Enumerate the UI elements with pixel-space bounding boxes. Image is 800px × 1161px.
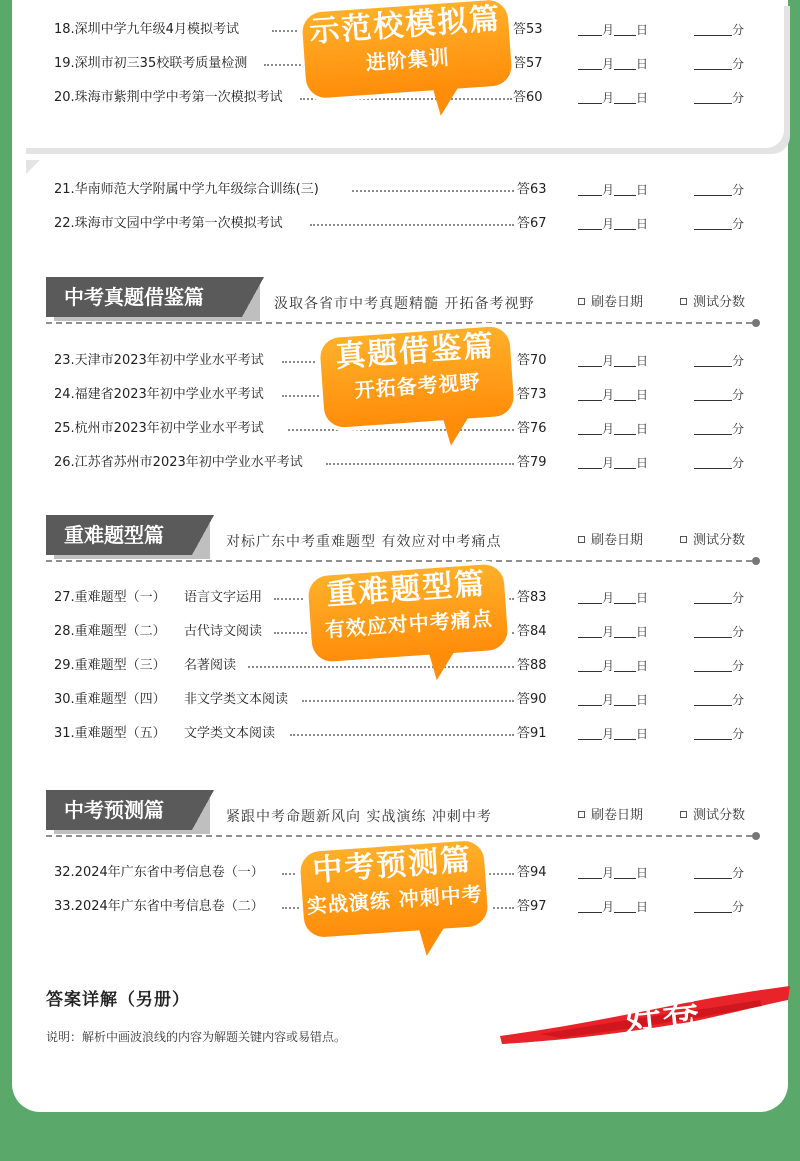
corner-fold xyxy=(26,160,40,174)
item-title: 19.深圳市初三35校联考质量检测 xyxy=(54,56,248,71)
score-blank: 分 xyxy=(694,896,744,918)
leader-dots xyxy=(326,463,514,465)
score-blank: 分 xyxy=(694,689,744,711)
item-title: 33.2024年广东省中考信息卷（二） xyxy=(54,899,264,914)
callout-subtitle: 有效应对中考痛点 xyxy=(324,606,494,642)
score-blank: 分 xyxy=(694,621,744,643)
callout-title: 示范校模拟篇 xyxy=(308,1,503,50)
dashed-rule xyxy=(46,322,752,324)
answers-title: 答案详解（另册） xyxy=(46,990,190,1010)
callout-title: 重难题型篇 xyxy=(325,566,488,613)
item-title: 26.江苏省苏州市2023年初中学业水平考试 xyxy=(54,455,303,470)
section-tag: 重难题型篇 xyxy=(46,515,192,555)
list-item xyxy=(0,179,800,201)
leader-dots xyxy=(302,700,514,702)
leader-dots xyxy=(288,429,514,431)
leader-dots xyxy=(290,734,514,736)
callout-tail xyxy=(419,927,447,957)
item-title: 24.福建省2023年初中学业水平考试 xyxy=(54,387,264,402)
answer-page: 答97 xyxy=(517,899,547,914)
answer-page: 答67 xyxy=(517,216,547,231)
date-blank: 月 日 xyxy=(578,350,648,372)
rule-dot xyxy=(752,832,760,840)
score-blank: 分 xyxy=(694,87,744,109)
answer-page: 答79 xyxy=(517,455,547,470)
item-title: 27.重难题型（一） xyxy=(54,590,166,605)
score-blank: 分 xyxy=(694,452,744,474)
answer-page: 答84 xyxy=(517,624,547,639)
item-title: 18.深圳中学九年级4月模拟考试 xyxy=(54,22,239,37)
item-title: 21.华南师范大学附属中学九年级综合训练(三) xyxy=(54,182,319,197)
date-blank: 月 日 xyxy=(578,587,648,609)
date-blank: 月 日 xyxy=(578,655,648,677)
callout-subtitle: 实战演练 冲刺中考 xyxy=(306,881,484,919)
score-icon xyxy=(680,536,687,543)
calendar-icon xyxy=(578,536,585,543)
callout-bubble xyxy=(319,325,515,428)
score-blank: 分 xyxy=(694,655,744,677)
answer-page: 答88 xyxy=(517,658,547,673)
rule-dot xyxy=(752,557,760,565)
item-subtitle: 非文学类文本阅读 xyxy=(184,692,289,707)
item-subtitle: 名著阅读 xyxy=(184,658,237,673)
date-blank: 月 日 xyxy=(578,53,648,75)
list-item xyxy=(0,213,800,235)
item-title: 23.天津市2023年初中学业水平考试 xyxy=(54,353,264,368)
answer-page: 答76 xyxy=(517,421,547,436)
callout-subtitle: 开拓备考视野 xyxy=(353,369,482,403)
item-title: 30.重难题型（四） xyxy=(54,692,166,707)
date-blank: 月 日 xyxy=(578,87,648,109)
item-title: 32.2024年广东省中考信息卷（一） xyxy=(54,865,264,880)
callout-tail xyxy=(433,86,461,116)
date-blank: 月 日 xyxy=(578,621,648,643)
answer-page: 答73 xyxy=(517,387,547,402)
callout-bubble xyxy=(301,0,512,99)
date-blank: 月 日 xyxy=(578,179,648,201)
date-blank: 月 日 xyxy=(578,384,648,406)
leader-dots xyxy=(352,190,514,192)
list-item xyxy=(0,452,800,474)
score-blank: 分 xyxy=(694,350,744,372)
callout-tail xyxy=(443,416,471,446)
date-blank: 月 日 xyxy=(578,723,648,745)
leader-dots xyxy=(300,98,512,100)
section-slogan: 紧跟中考命题新风向 实战演练 冲刺中考 xyxy=(226,809,492,825)
date-blank: 月 日 xyxy=(578,862,648,884)
score-blank: 分 xyxy=(694,587,744,609)
leader-dots xyxy=(248,666,514,668)
section-tag: 中考真题借鉴篇 xyxy=(46,277,242,317)
item-subtitle: 语言文字运用 xyxy=(184,590,263,605)
score-blank: 分 xyxy=(694,19,744,41)
dashed-rule xyxy=(46,560,752,562)
calendar-icon xyxy=(578,811,585,818)
list-item xyxy=(0,655,800,677)
section-header xyxy=(46,277,760,329)
answer-page: 答83 xyxy=(517,590,547,605)
list-item xyxy=(0,723,800,745)
date-header: 刷卷日期 xyxy=(578,804,643,823)
item-title: 28.重难题型（二） xyxy=(54,624,166,639)
callout-title: 真题借鉴篇 xyxy=(334,328,497,375)
date-blank: 月 日 xyxy=(578,452,648,474)
date-blank: 月 日 xyxy=(578,896,648,918)
date-header: 刷卷日期 xyxy=(578,529,643,548)
callout-bubble xyxy=(299,840,489,939)
item-title: 22.珠海市文园中学中考第一次模拟考试 xyxy=(54,216,283,231)
answer-page: 答53 xyxy=(513,22,543,37)
list-item xyxy=(0,689,800,711)
calendar-icon xyxy=(578,298,585,305)
callout-tail xyxy=(429,651,457,681)
dashed-rule xyxy=(46,835,752,837)
score-header: 测试分数 xyxy=(680,291,745,310)
item-subtitle: 古代诗文阅读 xyxy=(184,624,263,639)
section-header xyxy=(46,515,760,567)
answer-page: 答63 xyxy=(517,182,547,197)
section-slogan: 汲取各省市中考真题精髓 开拓备考视野 xyxy=(274,296,535,312)
score-header: 测试分数 xyxy=(680,529,745,548)
date-blank: 月 日 xyxy=(578,689,648,711)
answer-page: 答90 xyxy=(517,692,547,707)
item-title: 25.杭州市2023年初中学业水平考试 xyxy=(54,421,264,436)
answer-page: 答91 xyxy=(517,726,547,741)
callout-subtitle: 进阶集训 xyxy=(365,45,451,75)
score-blank: 分 xyxy=(694,213,744,235)
section-header xyxy=(46,790,760,842)
score-blank: 分 xyxy=(694,179,744,201)
score-icon xyxy=(680,298,687,305)
score-blank: 分 xyxy=(694,53,744,75)
score-blank: 分 xyxy=(694,862,744,884)
rule-dot xyxy=(752,319,760,327)
item-title: 29.重难题型（三） xyxy=(54,658,166,673)
answer-page: 答57 xyxy=(513,56,543,71)
callout-bubble xyxy=(307,563,509,662)
answer-page: 答94 xyxy=(517,865,547,880)
date-header: 刷卷日期 xyxy=(578,291,643,310)
leader-dots xyxy=(310,224,514,226)
answer-page: 答60 xyxy=(513,90,543,105)
score-blank: 分 xyxy=(694,418,744,440)
section-slogan: 对标广东中考重难题型 有效应对中考痛点 xyxy=(226,534,502,550)
item-title: 20.珠海市紫荆中学中考第一次模拟考试 xyxy=(54,90,283,105)
date-blank: 月 日 xyxy=(578,19,648,41)
callout-title: 中考预测篇 xyxy=(311,842,474,889)
date-blank: 月 日 xyxy=(578,213,648,235)
section-tag: 中考预测篇 xyxy=(46,790,192,830)
item-subtitle: 文学类文本阅读 xyxy=(184,726,276,741)
item-title: 31.重难题型（五） xyxy=(54,726,166,741)
answer-page: 答70 xyxy=(517,353,547,368)
brush-label: 好卷 xyxy=(622,990,703,1039)
score-header: 测试分数 xyxy=(680,804,745,823)
note-text: 说明：解析中画波浪线的内容为解题关键内容或易错点。 xyxy=(46,1030,347,1044)
score-icon xyxy=(680,811,687,818)
score-blank: 分 xyxy=(694,384,744,406)
date-blank: 月 日 xyxy=(578,418,648,440)
score-blank: 分 xyxy=(694,723,744,745)
